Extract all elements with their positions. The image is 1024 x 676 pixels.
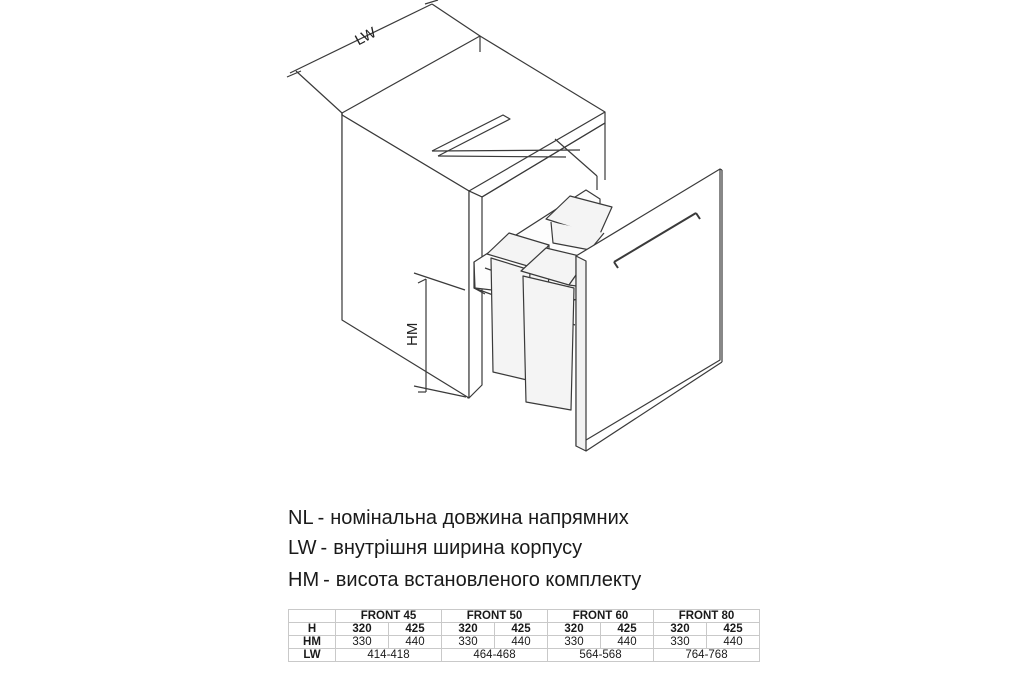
legend-item-hm: HM - висота встановленого комплекту: [288, 569, 642, 591]
legend-desc: внутрішня ширина корпусу: [333, 537, 583, 559]
table-cell: 425: [601, 623, 654, 636]
table-header-front-80: FRONT 80: [654, 610, 760, 623]
legend-desc: висота встановленого комплекту: [335, 569, 642, 591]
table-cell: 440: [389, 636, 442, 649]
table-cell: 320: [442, 623, 495, 636]
table-cell: 330: [336, 636, 389, 649]
legend-abbr: NL: [288, 507, 314, 529]
table-cell: 440: [495, 636, 548, 649]
legend-abbr: HM: [288, 569, 320, 591]
table-cell: 320: [548, 623, 601, 636]
table-header-front-50: FRONT 50: [442, 610, 548, 623]
table-cell: 414-418: [336, 649, 442, 662]
table-cell: 330: [548, 636, 601, 649]
table-cell: 464-468: [442, 649, 548, 662]
table-cell: 320: [654, 623, 707, 636]
hm-label: HM: [404, 322, 421, 346]
table-row-label: LW: [289, 649, 336, 662]
table-header-front-60: FRONT 60: [548, 610, 654, 623]
table-cell: 440: [707, 636, 760, 649]
table-cell: 320: [336, 623, 389, 636]
table-cell: 440: [601, 636, 654, 649]
table-row-label: H: [289, 623, 336, 636]
table-cell: 764-768: [654, 649, 760, 662]
dimensions-table: [288, 609, 760, 662]
table-cell: 564-568: [548, 649, 654, 662]
table-row-lw: [289, 649, 760, 662]
table-row-label: HM: [289, 636, 336, 649]
table-row-hm: [289, 636, 760, 649]
legend-abbr: LW: [288, 537, 317, 559]
table-cell: 425: [495, 623, 548, 636]
legend-desc: номінальна довжина напрямних: [330, 507, 629, 529]
table-cell: 330: [654, 636, 707, 649]
table-header-front-45: FRONT 45: [336, 610, 442, 623]
table-row-h: [289, 623, 760, 636]
table-cell: 330: [442, 636, 495, 649]
legend-item-lw: LW - внутрішня ширина корпусу: [288, 537, 583, 559]
table-cell: 425: [389, 623, 442, 636]
lw-label: LW: [352, 24, 380, 50]
table-cell: 425: [707, 623, 760, 636]
legend-item-nl: NL - номінальна довжина напрямних: [288, 507, 629, 529]
table-header-row: [289, 610, 760, 623]
table-corner-cell: [289, 610, 336, 623]
